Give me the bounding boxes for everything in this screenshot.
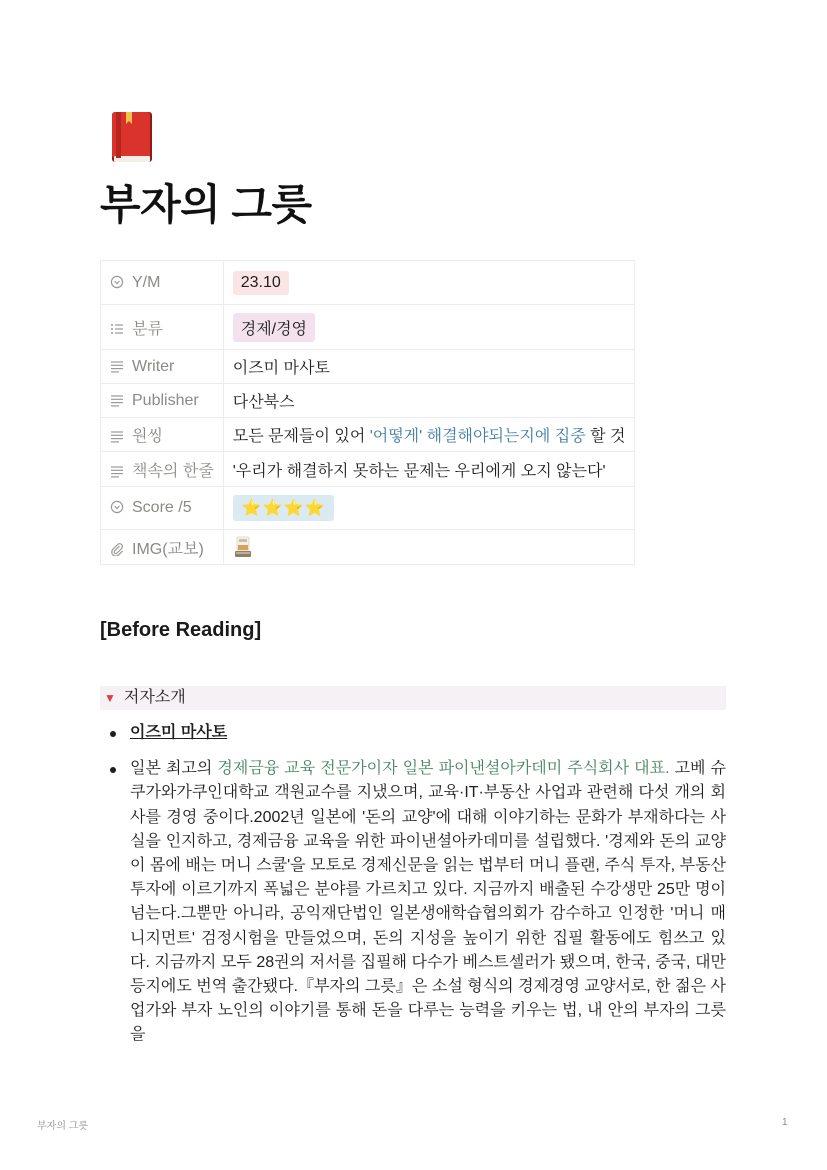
- select-icon: [110, 275, 124, 289]
- author-bio-highlight: 경제금융 교육 전문가이자 일본 파이낸셜아카데미 주식회사 대표.: [217, 760, 670, 778]
- property-row-writer: [101, 350, 635, 384]
- property-row-quote: [101, 452, 635, 487]
- toggle-triangle-icon[interactable]: ▼: [104, 691, 116, 705]
- footer-document-title: 부자의 그릇: [37, 1121, 89, 1132]
- onething-suffix: 할 것: [585, 428, 626, 445]
- property-label-onething: 원씽: [132, 428, 163, 445]
- red-book-icon: [104, 110, 160, 166]
- category-tag[interactable]: 경제/경영: [233, 313, 315, 342]
- onething-prefix: 모든 문제들이 있어: [232, 428, 370, 445]
- author-toggle[interactable]: [100, 686, 726, 710]
- property-row-publisher: [101, 384, 635, 418]
- property-row-category: [101, 305, 635, 350]
- paperclip-icon: [110, 542, 124, 556]
- property-label-category: 분류: [132, 320, 163, 338]
- text-icon: [110, 429, 124, 443]
- text-icon: [110, 393, 124, 407]
- property-row-score: [101, 487, 635, 530]
- page-title: 부자의 그릇: [100, 181, 312, 228]
- writer-value[interactable]: 이즈미 마사토: [223, 350, 635, 384]
- list-item: [100, 721, 726, 745]
- ym-tag[interactable]: 23.10: [233, 271, 289, 295]
- property-row-image: [101, 530, 635, 565]
- author-bio-body: 고베 슈쿠가와가쿠인대학교 객원교수를 지냈으며, 교육·IT·부동산 사업과 관련해 다섯 개의 회사를 경영 중이다.2002년 일본에 '돈의 교양'에 대해 이야기하는 문화가 부재하다는 사실을 인지하고, 경제금융 교육을 위한 파이낸셜아카데미를 설립했다. '경제와 돈의 교양이 몸에 배는 머니 스쿨'을 모토로 경제신문을 읽는 법부터 머니 플랜, 주식 투자, 부동산 투자에 이르기까지 폭넓은 분야를 가르치고 있다. 지금까지 배출된 수강생만 25만 명이 넘는다.그뿐만 아니라, 공익재단법인 일본생애학습협의회가 감수하고 인정한 '머니 매니지먼트' 검정시험을 만들었으며, 돈의 지성을 높이기 위한 집필 활동에도 힘쓰고 있다. 지금까지 모두 28권의 저서를 집필해 다수가 베스트셀러가 됐으며, 한국, 중국, 대만 등지에도 번역 출간됐다.『부자의 그릇』은 소설 형식의 경제경영 교양서로, 한 젊은 사업가와 부자 노인의 이야기를 통해 돈을 다루는 능력을 키우는 법, 내 안의 부자의 그릇을: [130, 760, 726, 1044]
- property-label-publisher: Publisher: [132, 391, 199, 409]
- property-row-onething: [101, 418, 635, 452]
- multi-select-icon: [110, 322, 124, 336]
- publisher-value[interactable]: 다산북스: [223, 384, 635, 418]
- quote-value[interactable]: '우리가 해결하지 못하는 문제는 우리에게 오지 않는다': [223, 452, 635, 487]
- property-label-ym: Y/M: [132, 273, 161, 291]
- text-icon: [110, 359, 124, 373]
- book-cover-thumbnail[interactable]: [233, 535, 253, 559]
- select-icon: [110, 500, 124, 514]
- property-row-ym: [101, 261, 635, 305]
- author-bullet-list: [100, 721, 726, 1060]
- property-label-image: IMG(교보): [132, 540, 204, 558]
- author-bio-prefix: 일본 최고의: [130, 760, 218, 778]
- toggle-label: 저자소개: [123, 689, 186, 706]
- property-label-quote: 책속의 한줄: [132, 462, 214, 480]
- onething-highlight: '어떻게' 해결해야되는지에 집중: [369, 428, 586, 445]
- properties-table: [100, 260, 635, 565]
- author-name: 이즈미 마사토: [130, 724, 228, 741]
- text-icon: [110, 464, 124, 478]
- list-item: [100, 757, 726, 1047]
- property-label-writer: Writer: [132, 357, 175, 375]
- score-stars-tag[interactable]: ⭐⭐⭐⭐: [233, 495, 335, 521]
- onething-value[interactable]: [223, 418, 635, 452]
- footer-page-number: 1: [782, 1117, 788, 1128]
- section-heading-before-reading: [Before Reading]: [100, 619, 262, 641]
- property-label-score: Score /5: [132, 499, 192, 516]
